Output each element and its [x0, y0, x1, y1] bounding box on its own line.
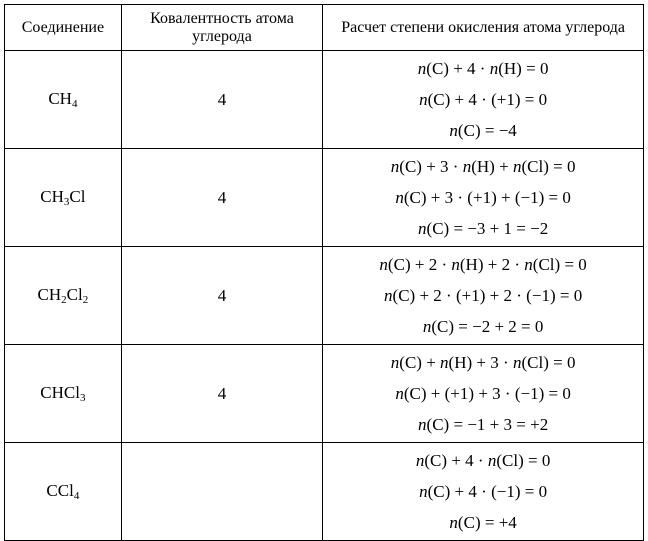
equation-line: n(C) + 2 · n(H) + 2 · n(Cl) = 0 [379, 255, 587, 274]
calc-cell [323, 149, 644, 247]
equation-line: n(C) + 3 · n(H) + n(Cl) = 0 [390, 157, 576, 176]
equation-line: n(C) + 4 · (+1) = 0 [419, 90, 548, 109]
table-row [5, 247, 644, 345]
compound-tail: Cl [66, 285, 83, 304]
equation-line: n(C) + 2 · (+1) + 2 · (−1) = 0 [384, 286, 583, 305]
compound-cell [5, 443, 122, 541]
compound-base: CHCl [40, 383, 80, 402]
compound-tail: Cl [69, 187, 86, 206]
compound-subscript: 3 [79, 392, 86, 404]
table-row [5, 345, 644, 443]
equation-line: n(C) = −3 + 1 = −2 [418, 219, 549, 238]
equation-line: n(C) + 4 · n(Cl) = 0 [415, 451, 551, 470]
equation-line: n(C) = −1 + 3 = +2 [418, 415, 549, 434]
equation-line: n(C) = −2 + 2 = 0 [422, 317, 544, 336]
covalence-cell: 4 [121, 149, 322, 247]
covalence-cell: 4 [121, 51, 322, 149]
oxidation-state-table [4, 4, 644, 541]
header-compound: Соединение [5, 5, 122, 51]
compound-tail-subscript: 2 [82, 294, 89, 306]
equation-line: n(C) + (+1) + 3 · (−1) = 0 [395, 384, 571, 403]
equation-line: n(C) + 4 · (−1) = 0 [419, 482, 548, 501]
equation-line: n(C) + 4 · n(H) = 0 [417, 59, 549, 78]
equation-line: n(C) + 3 · (+1) + (−1) = 0 [395, 188, 571, 207]
covalence-cell [121, 443, 322, 541]
compound-base: CH [48, 89, 72, 108]
equation-line: n(C) = −4 [449, 121, 517, 140]
compound-base: CH [37, 285, 62, 304]
header-oxidation-calc: Расчет степени окисления атома углерода [323, 5, 644, 51]
compound-subscript: 3 [63, 196, 70, 208]
table-row [5, 443, 644, 541]
compound-subscript: 4 [71, 98, 78, 110]
compound-cell [5, 247, 122, 345]
header-row [5, 5, 644, 51]
compound-cell [5, 149, 122, 247]
compound-base: CH [40, 187, 64, 206]
compound-base: CCl [46, 481, 74, 500]
table-row [5, 51, 644, 149]
calc-cell [323, 51, 644, 149]
calc-cell [323, 443, 644, 541]
covalence-cell: 4 [121, 345, 322, 443]
compound-subscript: 2 [61, 294, 67, 306]
compound-cell [5, 51, 122, 149]
calc-cell [323, 247, 644, 345]
covalence-cell: 4 [121, 247, 322, 345]
compound-subscript: 4 [73, 490, 80, 502]
header-covalence: Ковалентность атома углерода [121, 5, 322, 51]
compound-cell [5, 345, 122, 443]
table-row [5, 149, 644, 247]
equation-line: n(C) + n(H) + 3 · n(Cl) = 0 [390, 353, 576, 372]
calc-cell [323, 345, 644, 443]
equation-line: n(C) = +4 [449, 513, 517, 532]
